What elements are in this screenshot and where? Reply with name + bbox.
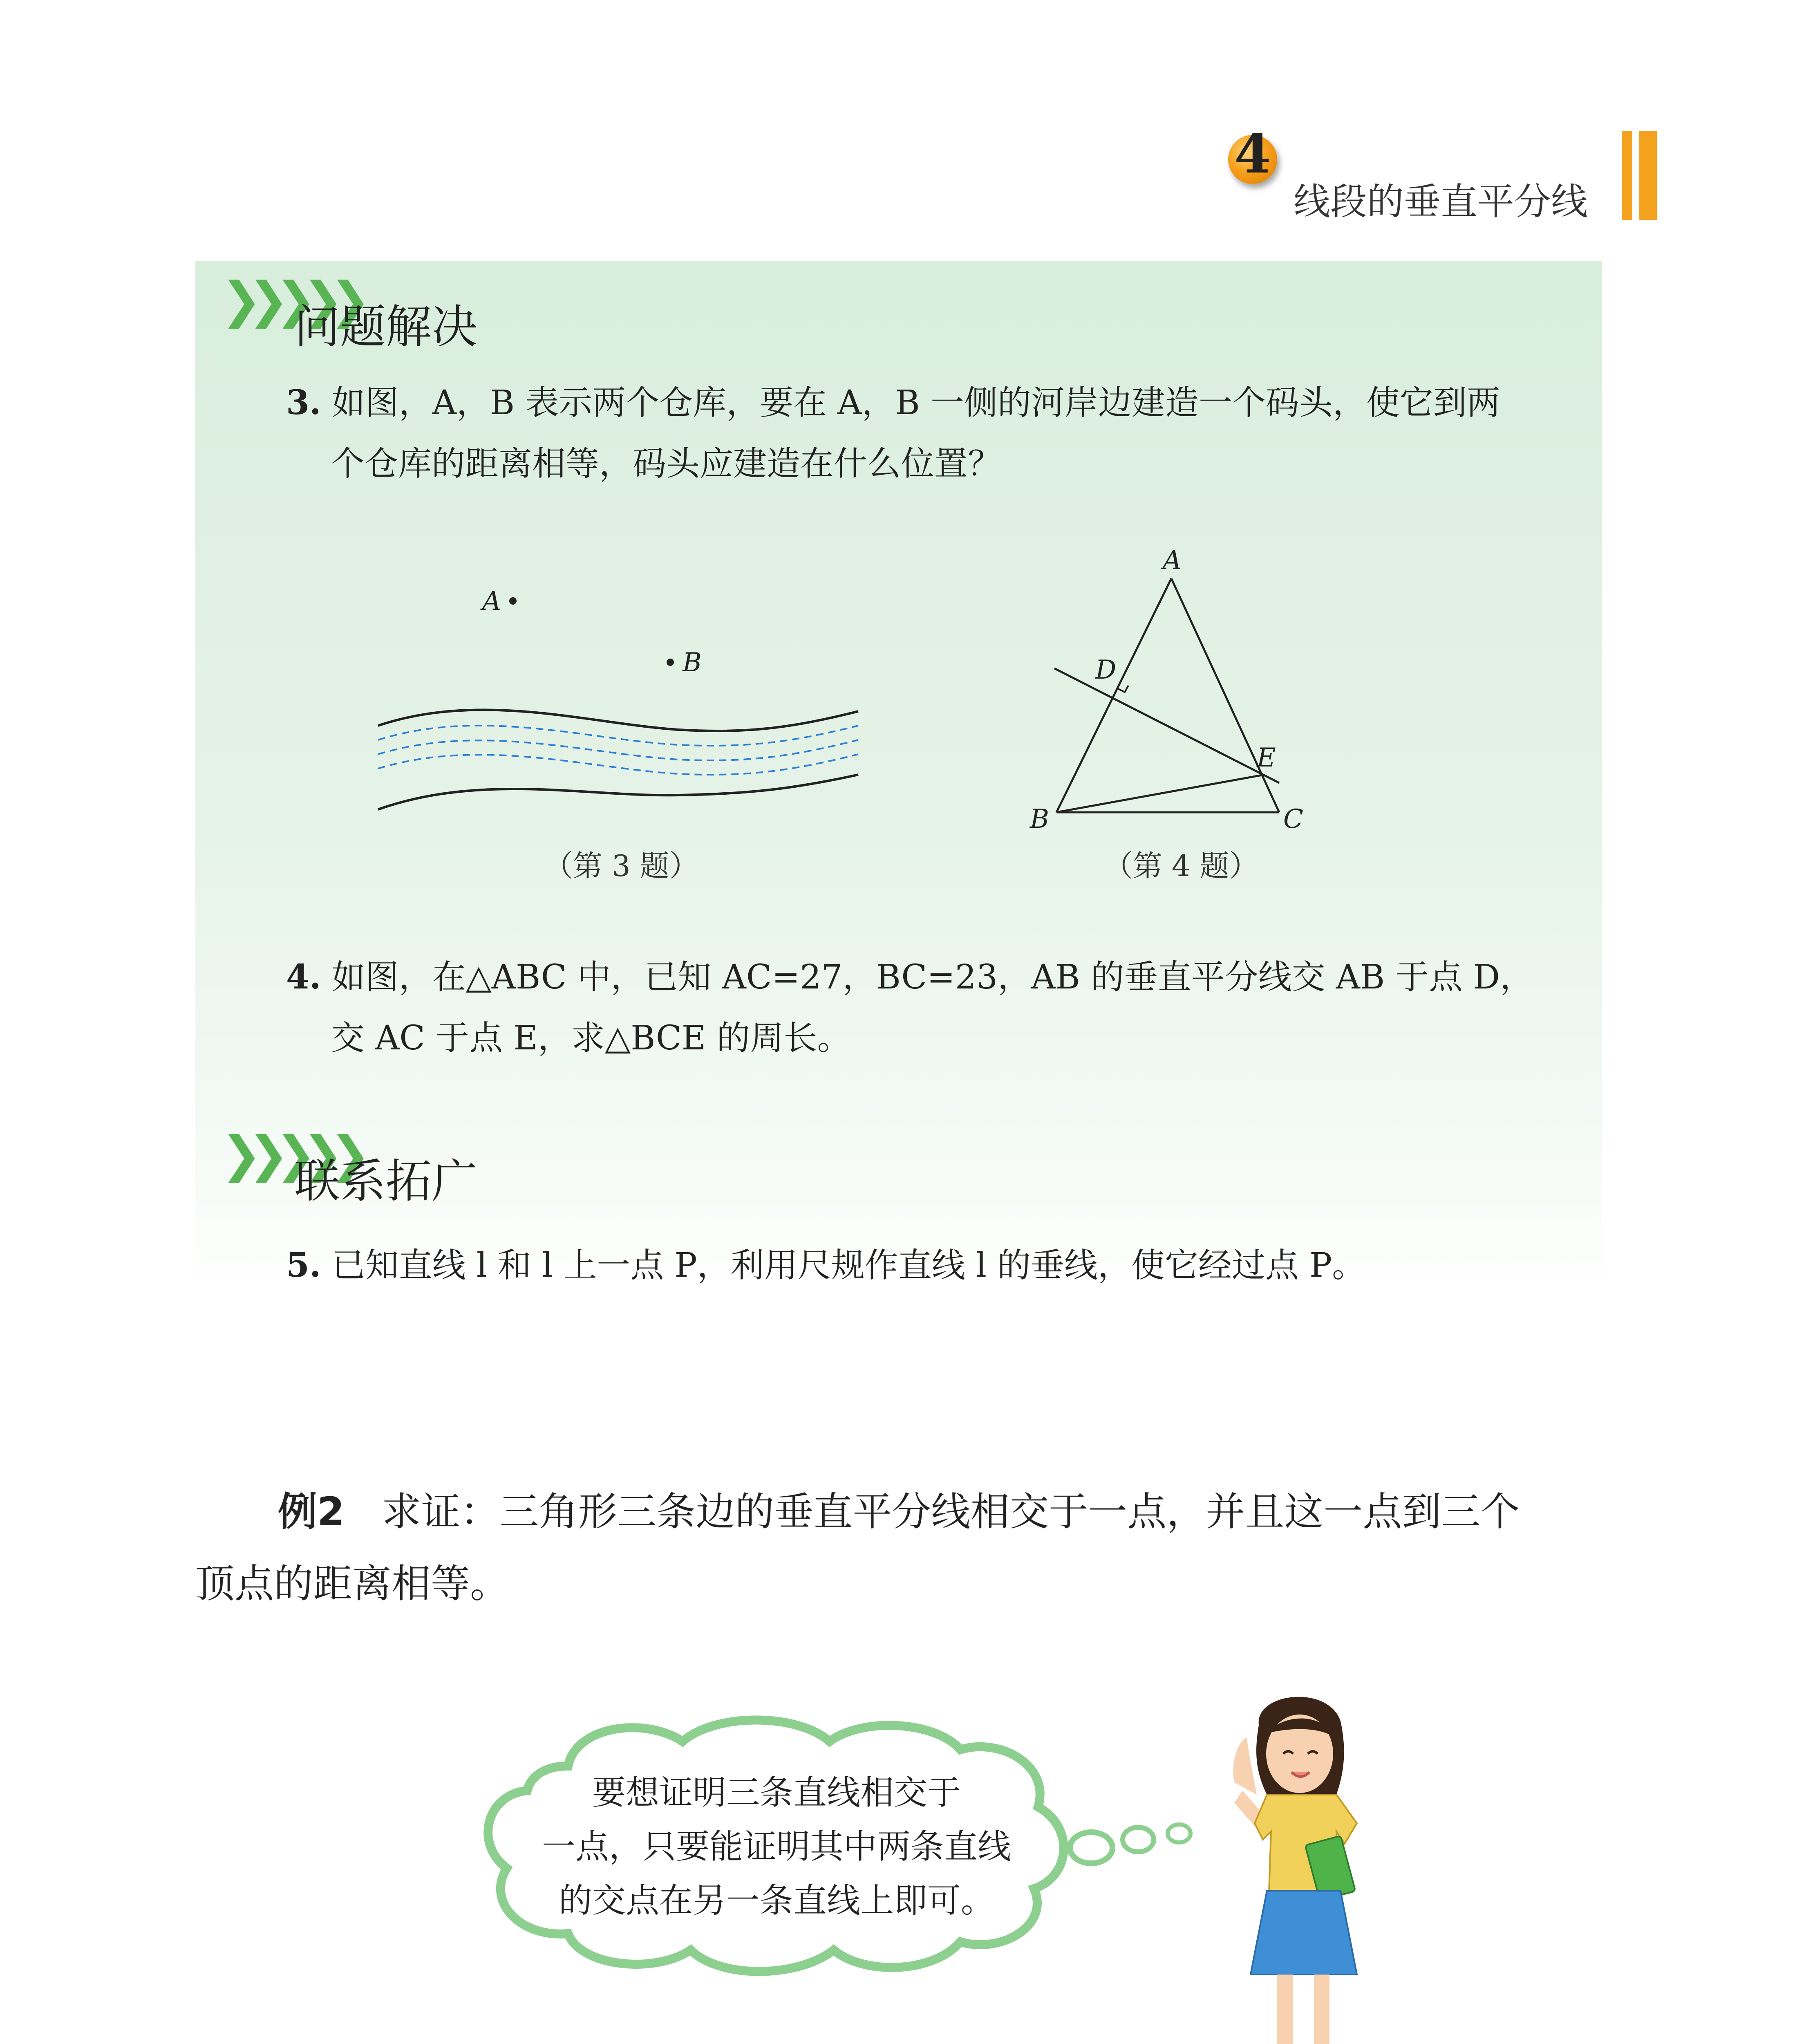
blue-skirt (1251, 1891, 1357, 1975)
question-5-number: 5. (286, 1246, 321, 1285)
example-2-line1: 求证：三角形三条边的垂直平分线相交于一点，并且这一点到三个 (382, 1489, 1520, 1535)
label-e: E (1257, 743, 1276, 773)
label-b: B (683, 648, 702, 678)
question-4 (286, 946, 1594, 1008)
header-accent-bar-wide (1639, 131, 1657, 220)
chapter-title: 线段的垂直平分线 (1294, 180, 1588, 223)
student-girl-illustration (1222, 1688, 1394, 2044)
thought-line1: 要想证明三条直线相交于 (592, 1773, 961, 1812)
caption-q4: （第 4 题） (1103, 849, 1259, 883)
label-a: A (1163, 545, 1182, 576)
question-4-number: 4. (286, 957, 321, 997)
question-5-line1: 已知直线 l 和 l 上一点 P，利用尺规作直线 l 的垂线，使它经过点 P。 (331, 1246, 1366, 1285)
label-c: C (1283, 804, 1303, 834)
thought-line2: 一点，只要能证明其中两条直线 (542, 1827, 1011, 1866)
chapter-number: 4 (1234, 123, 1271, 185)
thought-line3: 的交点在另一条直线上即可。 (558, 1881, 994, 1920)
river-bank-top (378, 710, 858, 731)
thought-bubble-text (507, 1766, 1046, 1928)
river-wave-3 (378, 754, 858, 775)
chevron-icon: ❯❯❯❯❯ (221, 272, 357, 329)
question-3 (286, 372, 1594, 434)
side-ab (1056, 578, 1171, 812)
thought-dot-large (1070, 1832, 1112, 1863)
question-5 (286, 1235, 1594, 1296)
river-bank-bottom (378, 775, 858, 809)
side-ac (1171, 578, 1279, 812)
caption-q3: （第 3 题） (544, 849, 699, 883)
point-b-dot (667, 659, 674, 666)
raised-finger (1233, 1737, 1257, 1795)
question-3-line2: 个仓库的距离相等，码头应建造在什么位置？ (331, 444, 1002, 483)
label-b: B (1030, 804, 1050, 834)
segment-be (1056, 775, 1262, 812)
section-title-problem-solving: 问题解决 (294, 300, 477, 354)
example-2-label: 例2 (278, 1489, 345, 1535)
section-title-extension: 联系拓广 (294, 1155, 477, 1208)
example-2 (278, 1476, 1610, 1548)
point-a-dot (509, 597, 517, 605)
example-2-line2: 顶点的距离相等。 (195, 1561, 509, 1607)
figure-triangle-q4 (1022, 544, 1349, 838)
chevron-icon: ❯❯❯❯❯ (221, 1126, 357, 1183)
thought-dot-small (1168, 1824, 1191, 1842)
figure-river (360, 568, 891, 854)
question-3-number: 3. (286, 383, 321, 422)
leg-right (1314, 1975, 1329, 2044)
question-3-line1: 如图，A，B 表示两个仓库，要在 A，B 一侧的河岸边建造一个码头，使它到两 (331, 383, 1500, 422)
question-4-line2: 交 AC 于点 E，求△BCE 的周长。 (331, 1019, 851, 1058)
river-wave-1 (378, 726, 858, 746)
label-a: A (482, 586, 501, 616)
thought-dot-medium (1123, 1827, 1154, 1852)
question-4-line1: 如图，在△ABC 中，已知 AC=27，BC=23，AB 的垂直平分线交 AB 于点 D， (331, 958, 1534, 997)
header-accent-bar (1622, 131, 1632, 220)
perpendicular-bisector-ab (1054, 668, 1279, 783)
leg-left (1277, 1975, 1293, 2044)
river-wave-2 (378, 740, 858, 760)
label-d: D (1095, 655, 1117, 685)
